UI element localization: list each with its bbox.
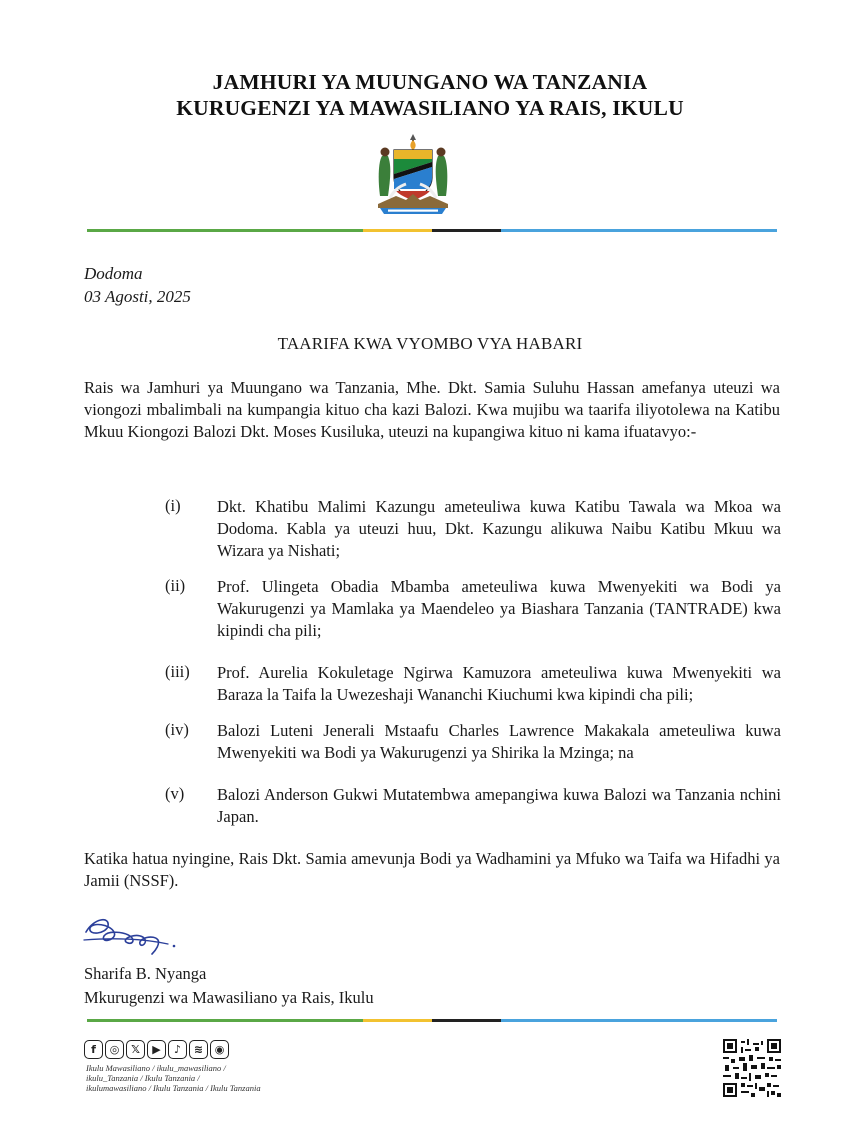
list-item-text: Dkt. Khatibu Malimi Kazungu ameteuliwa kuwa Katibu Tawala wa Mkoa wa Dodoma. Kabla ya uteuzi huu, Dkt. Kazungu alikuwa Naibu Katibu Mkuu wa Wizara ya Nishati;	[217, 497, 781, 561]
handles-line: Ikulu Mawasiliano / ikulu_mawasiliano /	[86, 1063, 226, 1073]
tiktok-icon[interactable]: ♪	[168, 1040, 187, 1059]
podcast-icon[interactable]: ◉	[210, 1040, 229, 1059]
list-item-text: Balozi Luteni Jenerali Mstaafu Charles Lawrence Makakala ameteuliwa kuwa Mwenyekiti wa Bodi ya Wakurugenzi ya Shirika la Mzinga; na	[217, 721, 781, 763]
intro-paragraph: Rais wa Jamhuri ya Muungano wa Tanzania, Mhe. Dkt. Samia Suluhu Hassan amefanya uteuzi wa viongozi mbalimbali na kumpangia kituo cha kazi Balozi. Kwa mujibu wa taarifa iliyotolewa na Katibu Mkuu Kiongozi Balozi Dkt. Moses Kusiluka, uteuzi na kupangiwa kituo ni kama ifuatavyo:-	[84, 378, 780, 442]
facebook-icon[interactable]: f	[84, 1040, 103, 1059]
flag-color-divider-top	[87, 229, 777, 232]
list-item-text: Prof. Ulingeta Obadia Mbamba ameteuliwa kuwa Mwenyekiti wa Bodi ya Wakurugenzi ya Mamlaka ya Maendeleo ya Biashara Tanzania (TANTRADE) kwa kipindi cha pili;	[217, 577, 781, 641]
handles-line: ikulu_Tanzania / Ikulu Tanzania /	[86, 1073, 200, 1083]
letterhead-line-1: JAMHURI YA MUUNGANO WA TANZANIA	[212, 70, 648, 94]
dateline-date: 03 Agosti, 2025	[84, 287, 191, 306]
list-item-text: Prof. Aurelia Kokuletage Ngirwa Kamuzora ameteuliwa kuwa Mwenyekiti wa Baraza la Taifa la Uwezeshaji Wananchi Kiuchumi kwa kipindi cha pili;	[217, 663, 781, 705]
qr-code[interactable]	[723, 1039, 781, 1097]
signatory-name: Sharifa B. Nyanga	[84, 964, 207, 983]
flag-color-divider-bottom	[87, 1019, 777, 1022]
dateline-place: Dodoma	[84, 264, 143, 283]
coat-of-arms-emblem	[372, 134, 454, 216]
social-handles	[86, 1063, 316, 1093]
handles-line: ikulumawasiliano / Ikulu Tanzania / Ikulu Tanzania	[86, 1083, 261, 1093]
list-item-number: (v)	[165, 784, 185, 803]
list-item-number: (iv)	[165, 720, 189, 739]
list-item-number: (iii)	[165, 662, 190, 681]
document-title: TAARIFA KWA VYOMBO VYA HABARI	[277, 334, 583, 353]
youtube-icon[interactable]: ▶	[147, 1040, 166, 1059]
list-item-number: (ii)	[165, 576, 186, 595]
x-icon[interactable]: 𝕏	[126, 1040, 145, 1059]
spotify-icon[interactable]: ≋	[189, 1040, 208, 1059]
letterhead-line-2: KURUGENZI YA MAWASILIANO YA RAIS, IKULU	[176, 96, 684, 120]
signatory-title: Mkurugenzi wa Mawasiliano ya Rais, Ikulu	[84, 988, 374, 1007]
handwritten-signature	[80, 910, 184, 962]
social-icons	[84, 1040, 229, 1059]
list-item-number: (i)	[165, 496, 181, 515]
instagram-icon[interactable]: ◎	[105, 1040, 124, 1059]
closing-paragraph: Katika hatua nyingine, Rais Dkt. Samia amevunja Bodi ya Wadhamini ya Mfuko wa Taifa wa Hifadhi ya Jamii (NSSF).	[84, 849, 780, 891]
list-item-text: Balozi Anderson Gukwi Mutatembwa amepangiwa kuwa Balozi wa Tanzania nchini Japan.	[217, 785, 781, 827]
